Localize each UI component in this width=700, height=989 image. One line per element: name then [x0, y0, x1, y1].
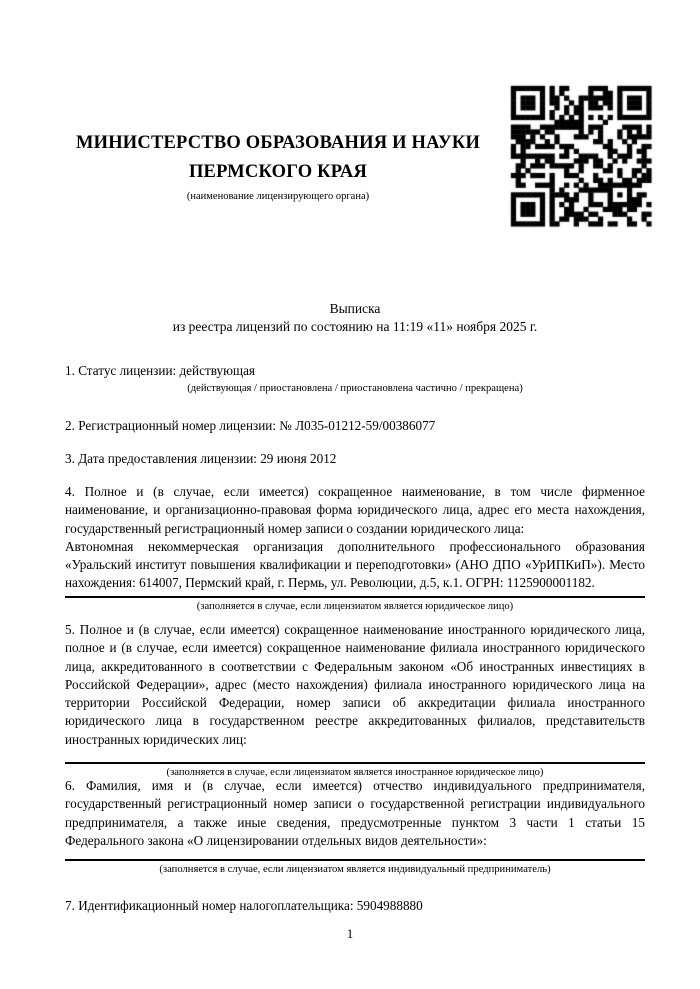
item-individual-entrepreneur-info [65, 777, 645, 877]
qr-code [506, 81, 656, 231]
license-status-options-caption: (действующая / приостановлена / приостановлена частично / прекращена) [187, 383, 523, 394]
ministry-name-line2: ПЕРМСКОГО КРАЯ [188, 162, 368, 182]
licensing-authority-caption: (наименование лицензирующего органа) [186, 191, 370, 202]
foreign-entity-caption: (заполняется в случае, если лицензиатом является иностранное юридическое лицо) [166, 767, 544, 779]
item-foreign-entity-info [65, 621, 645, 780]
taxpayer-id-text: 7. Идентификационный номер налогоплательщика: 5904988880 [65, 898, 423, 913]
registration-number-text: 2. Регистрационный номер лицензии: № Л035-01212-59/00386077 [65, 418, 436, 433]
foreign-entity-fill-line [65, 762, 645, 764]
document-title [65, 300, 645, 335]
legal-entity-question: 4. Полное и (в случае, если имеется) сокращенное наименование, в том числе фирменное наименование, и организационно-правовая форма юридического лица, адрес его места нахождения, государственный регистрационный номер записи о создании юридического лица: [65, 484, 645, 536]
individual-entrepreneur-caption: (заполняется в случае, если лицензиатом является индивидуальный предприниматель) [159, 864, 551, 876]
licensing-authority-header [65, 129, 491, 202]
item-taxpayer-id [65, 897, 645, 915]
page-number: 1 [346, 926, 354, 941]
item-legal-entity-info [65, 483, 645, 614]
legal-entity-answer: Автономная некоммерческая организация дополнительного профессионального образования «Уральский институт повышения квалификации и переподготовки» (АНО ДПО «УрИПКиП»). Место нахождения: 614007, Пермский край, г. Пермь, ул. Революции, д.5, к.1. ОГРН: 1125900001182. [65, 538, 645, 591]
legal-entity-caption: (заполняется в случае, если лицензиатом является юридическое лицо) [196, 600, 514, 612]
individual-entrepreneur-question: 6. Фамилия, имя и (в случае, если имеется) отчество индивидуального предпринимателя, государственный регистрационный номер записи о государственной регистрации индивидуального предпринимателя, а также иные сведения, предусмотренные пунктом 3 части 1 статьи 15 Федерального закона «О лицензировании отдельных видов деятельности»: [65, 778, 645, 848]
ministry-name-line1: МИНИСТЕРСТВО ОБРАЗОВАНИЯ И НАУКИ [75, 133, 481, 153]
document-title-line1: Выписка [329, 301, 381, 316]
individual-entrepreneur-fill-line [65, 859, 645, 861]
legal-entity-fill-line [65, 596, 645, 598]
item-license-grant-date [65, 450, 645, 468]
qr-code-image [506, 81, 656, 231]
license-status-text: 1. Статус лицензии: действующая [65, 363, 256, 378]
document-title-line2: из реестра лицензий по состоянию на 11:19 «11» ноября 2025 г. [172, 318, 538, 334]
foreign-entity-question: 5. Полное и (в случае, если имеется) сокращенное наименование иностранного юридического лица, полное и (в случае, если имеется) сокращенное наименование филиала иностранного юридического лица, аккредитованного в соответствии с Федеральным законом «Об иностранных инвестициях в Российской Федерации», адрес (место нахождения) филиала иностранного юридического лица на территории Российской Федерации, номер записи об аккредитации филиала иностранного юридического лица в государственном реестре аккредитованных филиалов, представительств иностранных юридических лиц: [65, 622, 645, 747]
item-registration-number [65, 417, 645, 435]
item-license-status [65, 362, 645, 396]
license-grant-date-text: 3. Дата предоставления лицензии: 29 июня 2012 [65, 451, 337, 466]
